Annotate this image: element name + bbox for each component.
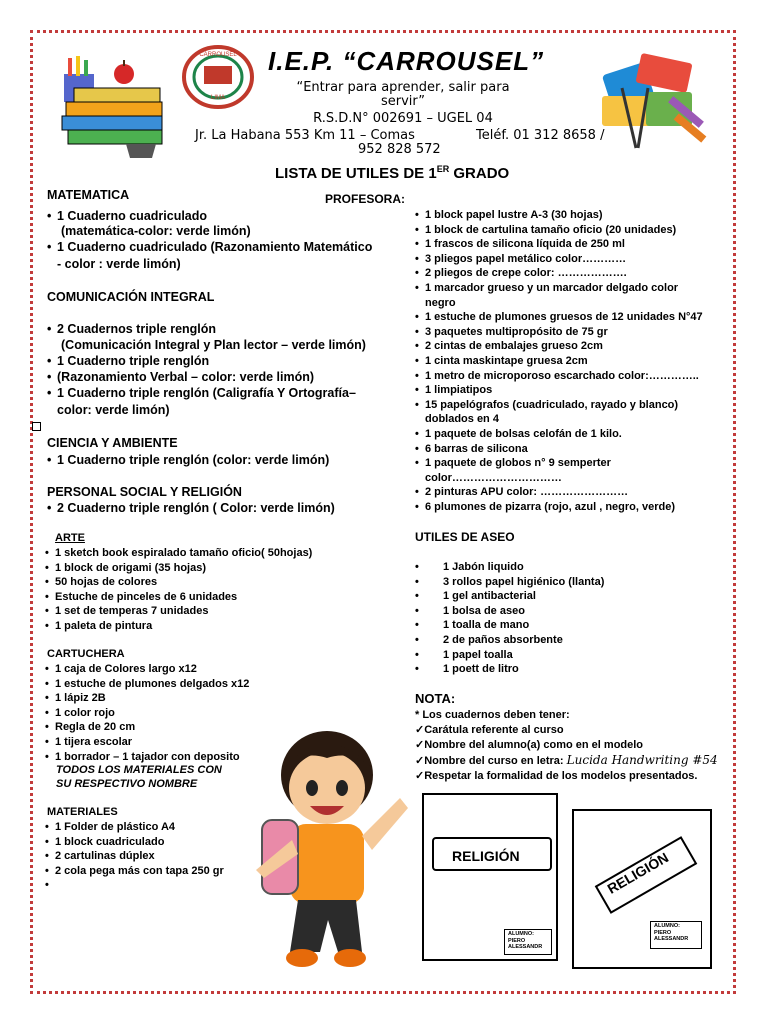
list-item: • 1 estuche de plumones delgados x12 [45,677,249,692]
arte-list [45,546,312,634]
list-item: • 1 bolsa de aseo [415,604,604,619]
list-item: • 1 Cuaderno triple renglón [47,353,356,369]
motto-line-2: servir” [380,94,426,109]
model-name-box: ALUMNO: PIERO ALESSANDR [504,929,552,955]
heading-aseo: UTILES DE ASEO [415,530,515,544]
list-item-cont: doblados en 4 [425,413,499,426]
cartuchera-note-1: TODOS LOS MATERIALES CON [56,764,222,776]
model-name-box: ALUMNO: PIERO ALESSANDR [650,921,702,949]
list-item: • 15 papelógrafos (cuadriculado, rayado y blanco) [415,398,703,413]
list-item: • 1 papel toalla [415,648,604,663]
list-item: • 1 marcador grueso y un marcador delgado color [415,281,703,296]
svg-text:CARROUSEL: CARROUSEL [199,52,237,58]
motto-line-1: “Entrar para aprender, salir para [296,80,510,95]
list-item: • 3 paquetes multipropósito de 75 gr [415,325,703,340]
materiales-list [45,820,224,878]
list-item-cont: - color : verde limón) [57,257,181,271]
cartuchera-note-2: SU RESPECTIVO NOMBRE [56,778,198,790]
list-item: • 1 Cuaderno cuadriculado (Razonamiento Matemático [47,239,372,255]
list-item: • 1 estuche de plumones gruesos de 12 unidades N°47 [415,310,703,325]
list-item: • 1 Cuaderno cuadriculado [47,208,207,224]
list-item: • Estuche de pinceles de 6 unidades [45,590,312,605]
list-item: • 1 Jabón liquido [415,560,604,575]
list-item: • 50 hojas de colores [45,575,312,590]
list-item: • (Razonamiento Verbal – color: verde limón) [47,369,356,385]
heading-cartuchera: CARTUCHERA [47,648,125,660]
list-item-cont: negro [425,296,456,309]
supplies-illustration [596,48,714,154]
nota-check-line: ✓Nombre del curso en letra: Lucida Handwriting #54 [415,753,718,767]
list-item: • 1 paquete de bolsas celofán de 1 kilo. [415,427,703,442]
list-item: • 1 color rojo [45,706,249,721]
list-item: • 1 block de cartulina tamaño oficio (20 unidades) [415,223,703,238]
list-item: • 1 block de origami (35 hojas) [45,561,312,576]
heading-matematica: MATEMATICA [47,188,130,202]
list-item: • 1 limpiatipos [415,383,703,398]
personal-list [47,500,335,516]
heading-materiales: MATERIALES [47,806,118,818]
model-label: RELIGIÓN [452,848,520,864]
materials-right-list [415,208,703,514]
profesora-label: PROFESORA: [325,192,406,206]
school-logo [180,44,256,110]
list-item: • 1 Cuaderno triple renglón (color: verde limón) [47,452,329,468]
resolution-line: R.S.D.N° 002691 – UGEL 04 [313,111,493,126]
list-item: • 1 Cuaderno triple renglón (Caligrafía Y Ortografía– [47,385,356,401]
boy-illustration [232,720,425,975]
list-item: • 1 sketch book espiralado tamaño oficio( 50hojas) [45,546,312,561]
list-item: • 1 Folder de plástico A4 [45,820,224,835]
list-item: • 1 block cuadriculado [45,835,224,850]
cartuchera-list [45,662,249,764]
list-item-cont: color: verde limón) [57,403,170,417]
aseo-list [415,560,604,677]
books-illustration [56,52,176,160]
list-item-cont: color………………………… [425,471,562,484]
model-cover-1 [422,793,558,961]
list-item: • 1 toalla de mano [415,618,604,633]
model-label: RELIGIÓN [604,849,672,897]
phone-line: Teléf. 01 312 8658 / [476,128,605,143]
list-item: • 2 cartulinas dúplex [45,849,224,864]
check-icon: ✓ [415,724,425,736]
check-icon: ✓ [415,770,425,782]
font-name: Lucida Handwriting #54 [566,753,718,767]
list-item: • 1 frascos de silicona líquida de 250 ml [415,237,703,252]
list-item: • 2 cintas de embalajes grueso 2cm [415,339,703,354]
list-item: • 1 cinta maskintape gruesa 2cm [415,354,703,369]
comunicacion-list-2 [47,353,356,401]
globe-stand-icon [126,144,156,158]
ciencia-list [47,452,329,468]
list-item: • 3 rollos papel higiénico (llanta) [415,575,604,590]
apple-icon [114,64,134,84]
list-item-cont: (matemática-color: verde limón) [61,224,251,238]
list-item: • 1 caja de Colores largo x12 [45,662,249,677]
list-item: • 2 Cuadernos triple renglón [47,321,216,337]
list-item: • 1 lápiz 2B [45,691,249,706]
heading-ciencia: CIENCIA Y AMBIENTE [47,436,178,450]
comunicacion-list [47,321,216,337]
address-line: Jr. La Habana 553 Km 11 – Comas [195,128,415,143]
nota-check-line: ✓Respetar la formalidad de los modelos presentados. [415,770,698,782]
list-item: • Regla de 20 cm [45,720,249,735]
heading-personal: PERSONAL SOCIAL Y RELIGIÓN [47,485,242,499]
page-title: LISTA DE UTILES DE 1ER GRADO [275,164,510,182]
nota-check-line: ✓Nombre del alumno(a) como en el modelo [415,739,644,751]
checkbox-icon [32,422,41,431]
school-name: I.E.P. “CARROUSEL” [268,46,545,76]
nota-check-line: ✓Carátula referente al curso [415,724,564,736]
heading-comunicacion: COMUNICACIÓN INTEGRAL [47,290,215,304]
svg-text:LIMA: LIMA [210,95,226,101]
list-item: • 2 cola pega más con tapa 250 gr [45,864,224,879]
list-item: • 1 metro de microporoso escarchado color:………….. [415,369,703,384]
heading-nota: NOTA: [415,691,456,706]
list-item: • 1 paquete de globos n° 9 semperter [415,456,703,471]
list-item: • 2 pliegos de crepe color: ………………. [415,266,703,281]
model-cover-2 [572,809,712,969]
list-item: • 2 pinturas APU color: …………………… [415,485,703,500]
list-item: • 1 tijera escolar [45,735,249,750]
list-item: • 1 set de temperas 7 unidades [45,604,312,619]
heading-arte: ARTE [55,532,85,544]
list-item-cont: (Comunicación Integral y Plan lector – verde limón) [61,338,366,352]
matematica-list [47,208,207,224]
list-item: • 6 barras de silicona [415,442,703,457]
list-item: • 6 plumones de pizarra (rojo, azul , negro, verde) [415,500,703,515]
nota-line: * Los cuadernos deben tener: [415,709,570,721]
list-item: • 1 poett de litro [415,662,604,677]
list-item: • 3 pliegos papel metálico color………… [415,252,703,267]
check-icon: ✓ [415,755,425,767]
list-item: • 1 paleta de pintura [45,619,312,634]
list-item: • 2 Cuaderno triple renglón ( Color: verde limón) [47,500,335,516]
check-icon: ✓ [415,739,425,751]
phone-line-2: 952 828 572 [358,142,441,157]
matematica-list-2 [47,239,372,255]
list-item: • 1 block papel lustre A-3 (30 hojas) [415,208,703,223]
list-item: • 2 de paños absorbente [415,633,604,648]
list-item: • 1 borrador – 1 tajador con deposito [45,750,249,765]
list-item: • 1 gel antibacterial [415,589,604,604]
